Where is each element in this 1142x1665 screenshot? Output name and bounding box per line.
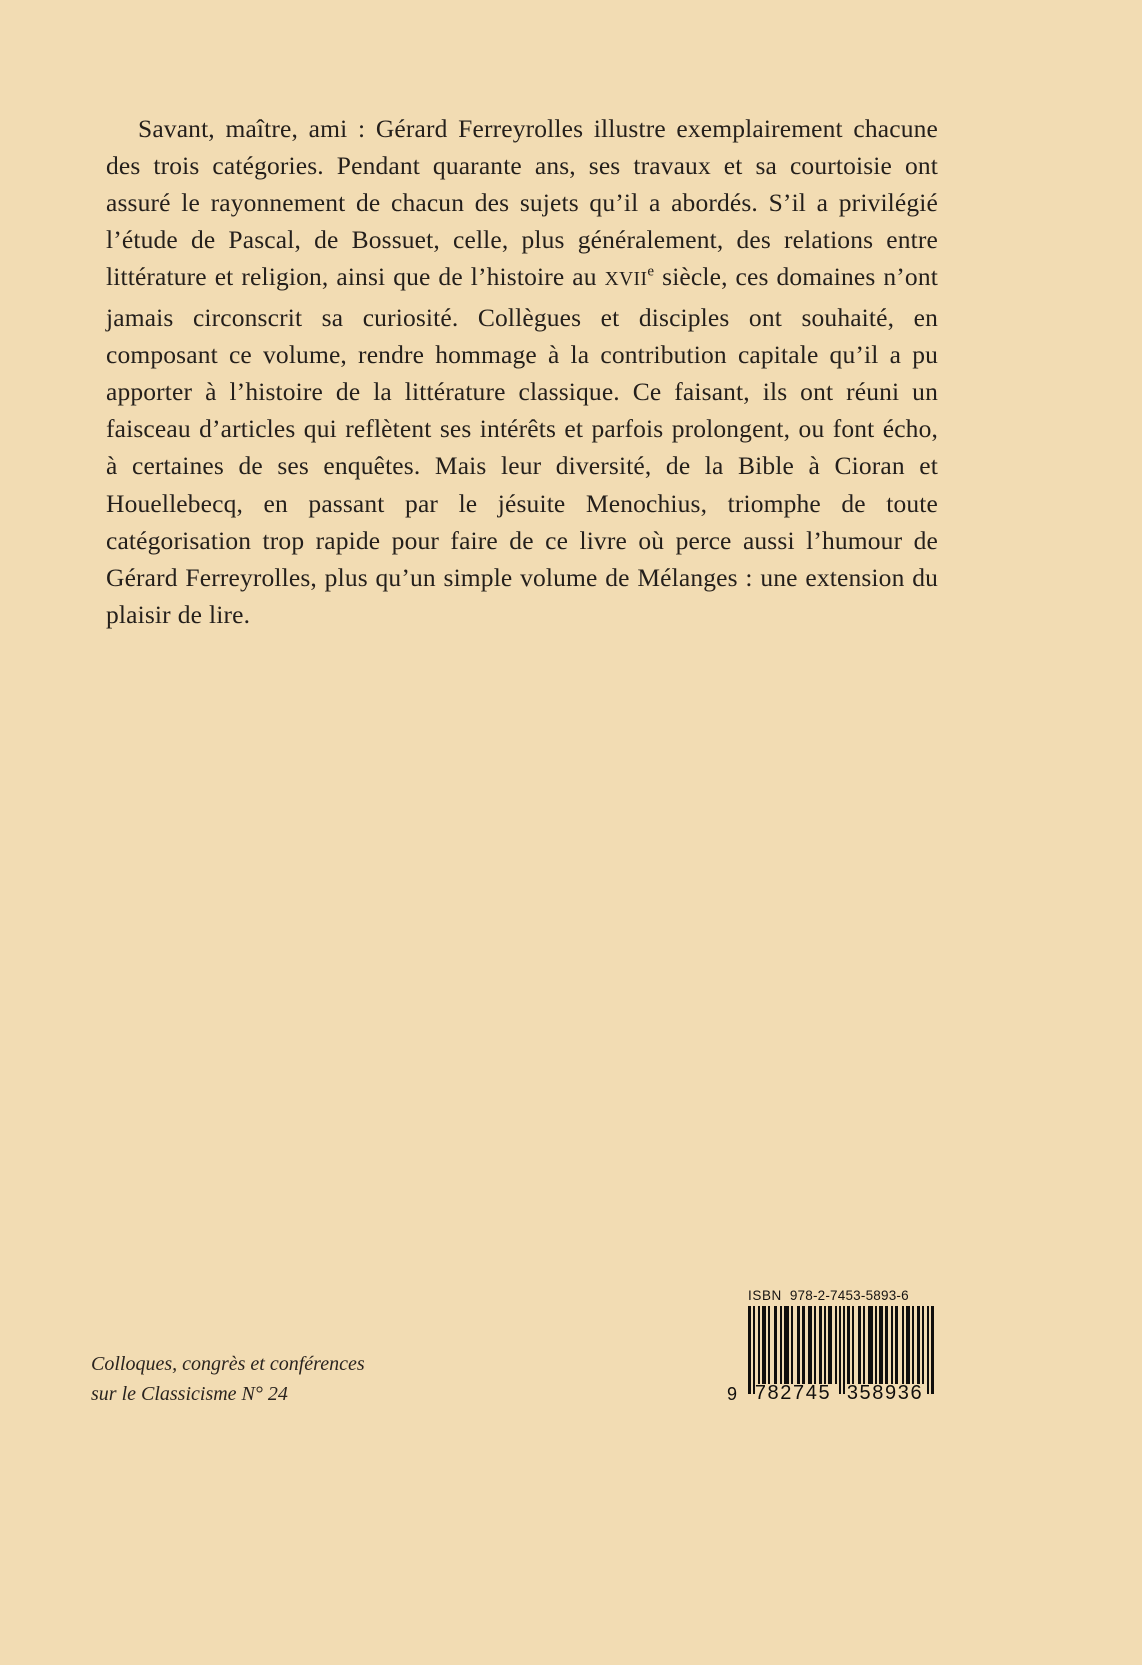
barcode-image [727, 1306, 943, 1414]
series-note [91, 1349, 511, 1409]
back-cover-blurb [106, 110, 938, 634]
blurb-text-part-1: Savant, maître, ami : Gérard Ferreyrolles illustre exemplairement chacune des trois catégories. Pendant quarante ans, ses travaux et sa courtoisie ont assuré le rayonnement de chacun des sujets qu’il a abordés. S’il a privilégié l’étude de Pascal, de Bossuet, celle, plus généralement, des relations entre littérature et religion, ainsi que de l’histoire au [106, 113, 938, 292]
barcode-bars [748, 1306, 943, 1394]
century-ordinal-suffix: e [647, 263, 655, 280]
century-roman-numeral: XVII [604, 269, 648, 291]
isbn-number: 978-2-7453-5893-6 [789, 1288, 909, 1303]
isbn-line [727, 1288, 943, 1303]
barcode-group-2: 358936 [846, 1382, 924, 1404]
barcode-group-1: 782745 [754, 1382, 832, 1404]
series-title-line: Colloques, congrès et conférences [91, 1353, 365, 1375]
barcode-lead-digit: 9 [727, 1384, 738, 1404]
series-number-line: sur le Classicisme N° 24 [91, 1383, 288, 1405]
blurb-text-part-2: siècle, ces domaines n’ont jamais circonscrit sa curiosité. Collègues et disciples ont souhaité, en composant ce volume, rendre hommage à la contribution capitale qu’il a pu apporter à l’histoire de la littérature classique. Ce faisant, ils ont réuni un faisceau d’articles qui reflètent ses intérêts et parfois prolongent, ou font écho, à certaines de ses enquêtes. Mais leur diversité, de la Bible à Cioran et Houellebecq, en passant par le jésuite Menochius, triomphe de toute catégorisation trop rapide pour faire de ce livre où perce aussi l’humour de Gérard Ferreyrolles, plus qu’un simple volume de Mélanges : une extension du plaisir de lire. [106, 262, 938, 630]
barcode-block [727, 1288, 943, 1414]
isbn-label: ISBN [748, 1288, 782, 1303]
barcode-digits [727, 1382, 943, 1405]
